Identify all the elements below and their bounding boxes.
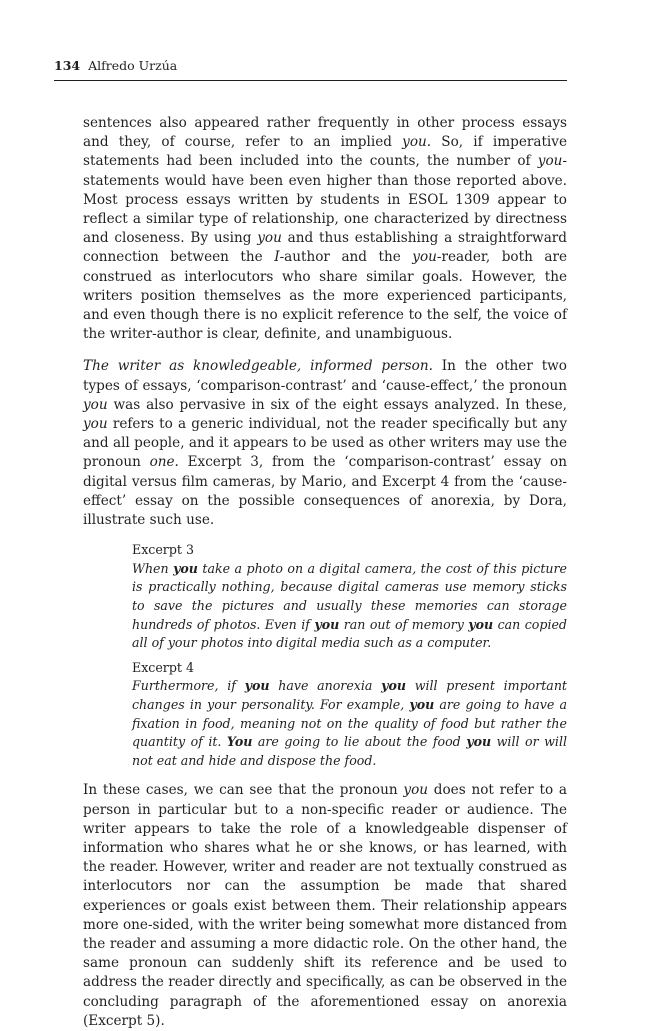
excerpt-4-label: Excerpt 4 xyxy=(132,659,194,675)
excerpt-4-text: Furthermore, if you have anorexia you will present important changes in your personality. For example, you are going to have a fixation in food, meaning not on the quality of food but rather the quantity of it. You are going to lie about the food you will or will not eat and hide and dispose the food. xyxy=(132,678,567,768)
paragraph-knowledgeable-writer: The writer as knowledgeable, informed person. In the other two types of essays, ‘comparison-contrast’ and ‘cause-effect,’ the pronoun you was also pervasive in six of the eight essays analyzed. In these, you refers to a generic individual, not the reader specifically but any and all people, and it appears to be used as other writers may use the pronoun one. Excerpt 3, from the ‘comparison-contrast’ essay on digital versus film cameras, by Mario, and Excerpt 4 from the ‘cause-effect’ essay on the possible consequences of anorexia, by Dora, illustrate such use. xyxy=(83,358,567,529)
body-text xyxy=(83,114,567,1031)
excerpt-3 xyxy=(132,541,567,653)
excerpt-4 xyxy=(132,659,567,771)
paragraph-generic-you: In these cases, we can see that the pronoun you does not refer to a person in particular but to a non-specific reader or audience. The writer appears to take the role of a knowledgeable dispenser of information who shares what he or she knows, or has learned, with the reader. However, writer and reader are not textually construed as interlocutors nor can the assumption be made that shared experiences or goals exist between them. Their relationship appears more one-sided, with the writer being somewhat more distanced from the reader and assuming a more didactic role. On the other hand, the same pronoun can suddenly shift its reference and be used to address the reader directly and specifically, as can be observed in the concluding paragraph of the aforementioned essay on anorexia (Excerpt 5). xyxy=(83,782,567,1029)
running-head-author: Alfredo Urzúa xyxy=(88,58,178,73)
paragraph-process-essays: sentences also appeared rather frequently in other process essays and they, of course, refer to an implied you. So, if imperative statements had been included into the counts, the number of you-statements would have been even higher than those reported above. Most process essays written by students in ESOL 1309 appear to reflect a similar type of relationship, one characterized by directness and closeness. By using you and thus establishing a straightforward connection between the I-author and the you-reader, both are construed as interlocutors who share similar goals. However, the writers position themselves as the more experienced participants, and even though there is no explicit reference to the self, the voice of the writer-author is clear, definite, and unambiguous. xyxy=(83,115,567,343)
excerpt-3-label: Excerpt 3 xyxy=(132,542,194,558)
excerpt-3-text: When you take a photo on a digital camera, the cost of this picture is practically nothing, because digital cameras use memory sticks to save the pictures and usually these memories can storage hundreds of photos. Even if you ran out of memory you can copied all of your photos into digital media such as a computer. xyxy=(132,560,568,651)
page-number: 134 xyxy=(54,58,81,73)
running-head xyxy=(54,58,567,81)
section-run-in-heading: The writer as knowledgeable, informed person. xyxy=(83,358,433,375)
